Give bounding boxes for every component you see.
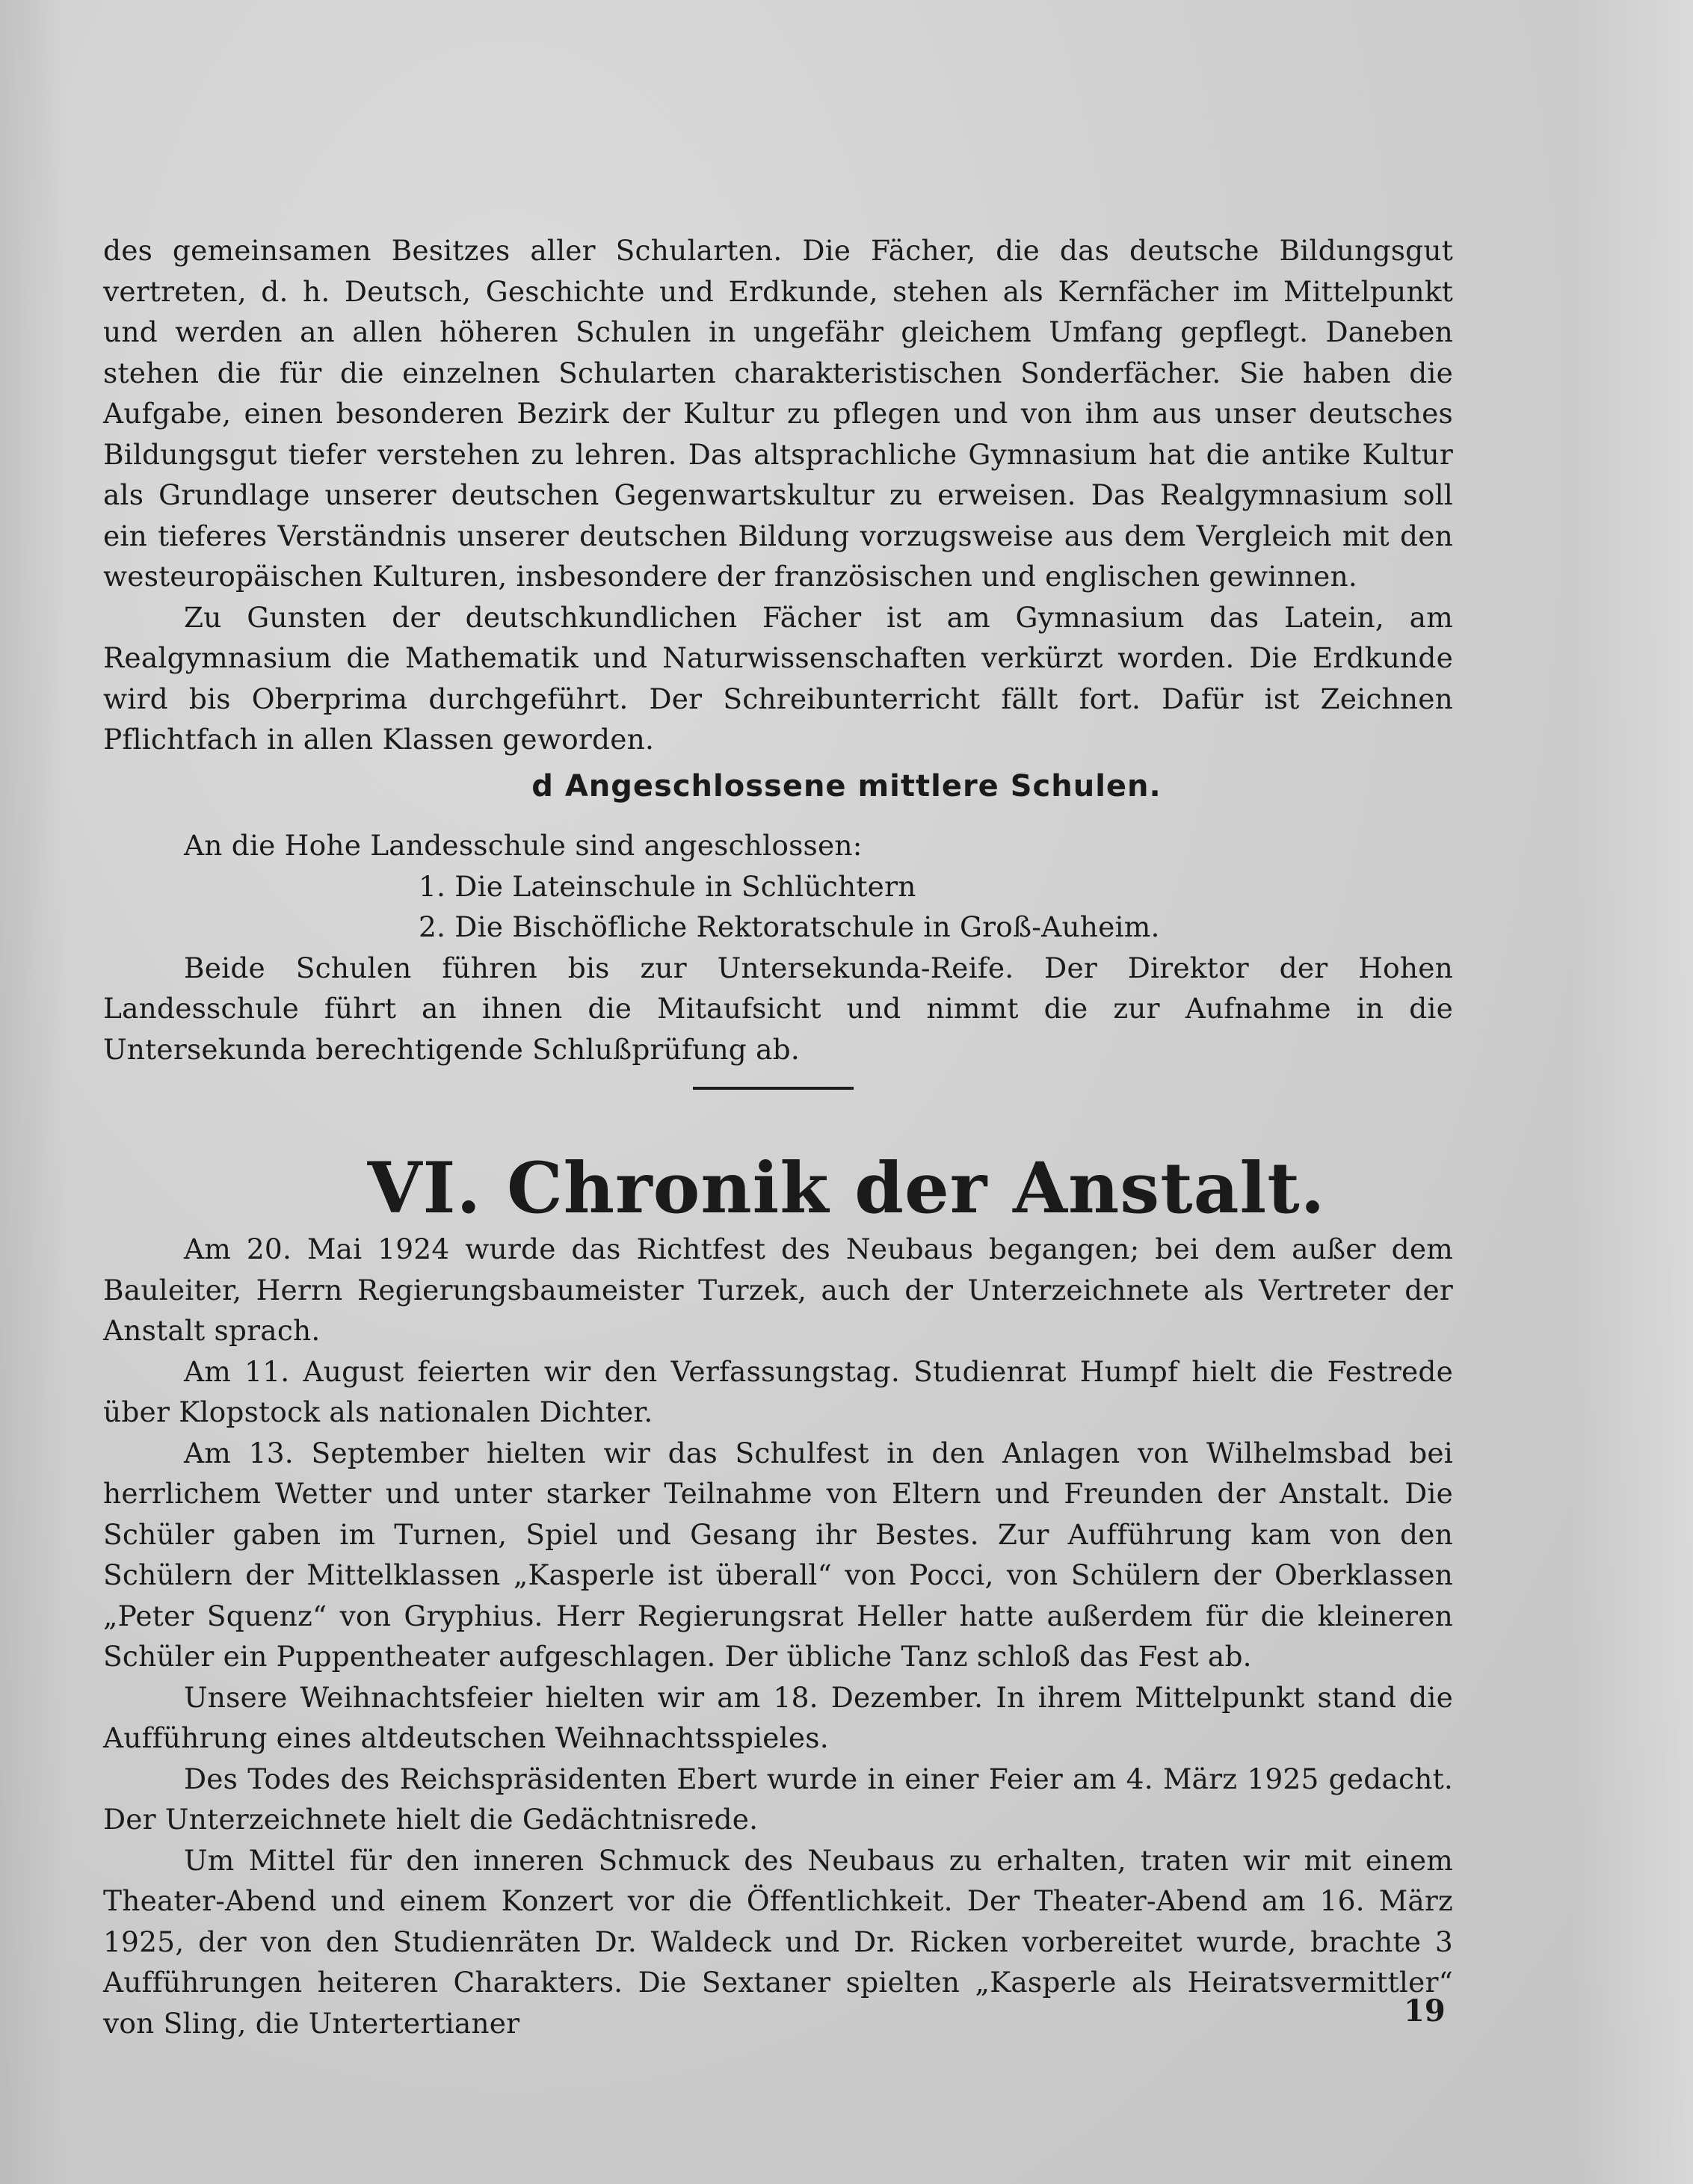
paragraph-bildungsgut: des gemeinsamen Besitzes aller Schularten. Die Fächer, die das deutsche Bildungsgut vertreten, d. h. Deutsch, Geschichte und Erdkunde, stehen als Kernfächer im Mittelpunkt und werden an allen höheren Schulen in ungefähr gleichem Umfang gepflegt. Daneben stehen die für die einzelnen Schularten charakteristischen Sonderfächer. Sie haben die Aufgabe, einen besonderen Bezirk der Kultur zu pflegen und von ihm aus unser deutsches Bildungsgut tiefer verstehen zu lehren. Das altsprachliche Gymnasium hat die antike Kultur als Grundlage unserer deutschen Gegenwartskultur zu erweisen. Das Realgymnasium soll ein tieferes Verständnis unserer deutschen Bildung vorzugsweise aus dem Vergleich mit den westeuropäischen Kulturen, insbesondere der französischen und englischen gewinnen. [103, 234, 1453, 593]
bildung-section [103, 230, 1453, 760]
chapter-title: VI. Chronik der Anstalt. [367, 1147, 1326, 1230]
paragraph-richtfest: Am 20. Mai 1924 wurde das Richtfest des Neubaus begangen; bei dem außer dem Bauleiter, Herrn Regierungsbaumeister Turzek, auch der Unterzeichnete als Vertreter der Anstalt sprach. [103, 1233, 1453, 1347]
paragraph-intro: An die Hohe Landesschule sind angeschlossen: [184, 829, 863, 862]
mittlere-schulen-section [103, 825, 1453, 1070]
paragraph-weihnachtsfeier: Unsere Weihnachtsfeier hielten wir am 18. Dezember. In ihrem Mittelpunkt stand die Aufführung eines altdeutschen Weihnachtsspieles. [103, 1680, 1453, 1754]
list-item-lateinschule: 1. Die Lateinschule in Schlüchtern [419, 869, 916, 903]
section-heading-mittlere-schulen: d Angeschlossene mittlere Schulen. [531, 769, 1162, 803]
list-item-rektoratschule: 2. Die Bischöfliche Rektoratschule in Groß-Auheim. [419, 910, 1160, 943]
paragraph-gedenkfeier: Des Todes des Reichspräsidenten Ebert wurde in einer Feier am 4. März 1925 gedacht. Der Unterzeichnete hielt die Gedächtnisrede. [103, 1762, 1453, 1836]
paragraph-verfassungstag: Am 11. August feierten wir den Verfassungstag. Studienrat Humpf hielt die Festrede über Klopstock als nationalen Dichter. [103, 1354, 1453, 1428]
paragraph-deutschkunde: Zu Gunsten der deutschkundlichen Fächer ist am Gymnasium das Latein, am Realgymnasium die Mathematik und Naturwissenschaften verkürzt worden. Die Erdkunde wird bis Oberprima durchgeführt. Der Schreibunterricht fällt fort. Dafür ist Zeichnen Pflichtfach in allen Klassen geworden. [103, 600, 1453, 756]
chronik-section [103, 1229, 1453, 2043]
paragraph-theater-abend: Um Mittel für den inneren Schmuck des Neubaus zu erhalten, traten wir mit einem Theater-Abend und einem Konzert vor die Öffentlichkeit. Der Theater-Abend am 16. März 1925, der von den Studienräten Dr. Waldeck und Dr. Ricken vorbereitet wurde, brachte 3 Aufführungen heiteren Charakters. Die Sextaner spielten „Kasperle als Heiratsvermittler“ von Sling, die Untertertianer [103, 1843, 1453, 2040]
paragraph-schulfest: Am 13. September hielten wir das Schulfest in den Anlagen von Wilhelmsbad bei herrlichem Wetter und unter starker Teilnahme von Eltern und Freunden der Anstalt. Die Schüler gaben im Turnen, Spiel und Gesang ihr Bestes. Zur Aufführung kam von den Schülern der Mittelklassen „Kasperle ist überall“ von Pocci, von Schülern der Oberklassen „Peter Squenz“ von Gryphius. Herr Regierungsrat Heller hatte außerdem für die kleineren Schüler ein Puppentheater aufgeschlagen. Der übliche Tanz schloß das Fest ab. [103, 1436, 1453, 1673]
paragraph-untersekunda: Beide Schulen führen bis zur Untersekunda-Reife. Der Direktor der Hohen Landesschule führt an ihnen die Mitaufsicht und nimmt die zur Aufnahme in die Untersekunda berechtigende Schlußprüfung ab. [103, 951, 1453, 1066]
section-divider [693, 1087, 854, 1090]
page-number: 19 [1404, 1993, 1446, 2029]
